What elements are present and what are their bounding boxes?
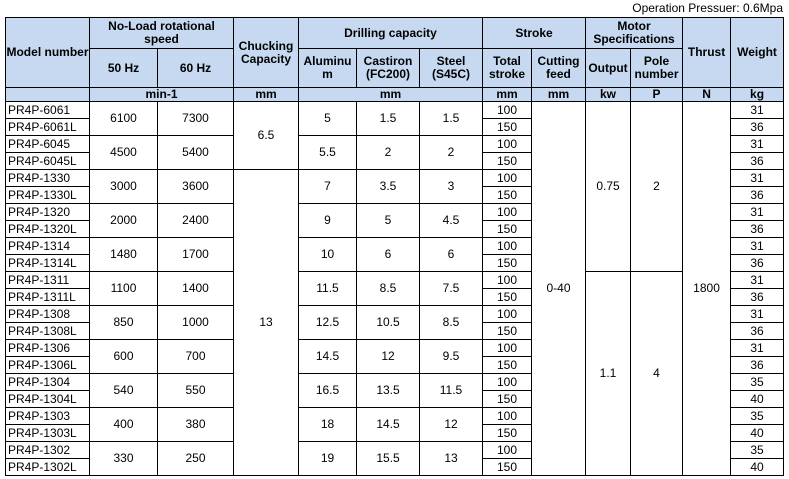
header-no-load-speed: No-Load rotational speed [90, 18, 234, 49]
pole-number-cell: 2 [631, 102, 683, 272]
model-cell: PR4P-1308L [6, 323, 90, 340]
total-stroke-cell: 100 [483, 442, 532, 459]
header-cutting-feed: Cutting feed [532, 49, 586, 88]
speed-60hz-cell: 380 [158, 408, 234, 442]
steel-cell: 2 [420, 136, 483, 170]
total-stroke-cell: 100 [483, 306, 532, 323]
model-cell: PR4P-1304L [6, 391, 90, 408]
weight-cell: 36 [731, 289, 784, 306]
unit-speed: min-1 [90, 88, 234, 102]
weight-cell: 31 [731, 306, 784, 323]
speed-60hz-cell: 700 [158, 340, 234, 374]
castiron-cell: 6 [357, 238, 420, 272]
castiron-cell: 13.5 [357, 374, 420, 408]
motor-output-cell: 0.75 [586, 102, 631, 272]
castiron-cell: 10.5 [357, 306, 420, 340]
speed-60hz-cell: 550 [158, 374, 234, 408]
chucking-cell: 13 [234, 170, 299, 476]
speed-50hz-cell: 540 [90, 374, 158, 408]
weight-cell: 36 [731, 153, 784, 170]
castiron-cell: 2 [357, 136, 420, 170]
total-stroke-cell: 150 [483, 255, 532, 272]
model-cell: PR4P-1330 [6, 170, 90, 187]
total-stroke-cell: 150 [483, 187, 532, 204]
weight-cell: 31 [731, 272, 784, 289]
unit-output: kw [586, 88, 631, 102]
weight-cell: 36 [731, 255, 784, 272]
spec-table [5, 17, 784, 476]
weight-cell: 36 [731, 119, 784, 136]
weight-cell: 31 [731, 102, 784, 119]
speed-50hz-cell: 850 [90, 306, 158, 340]
model-cell: PR4P-1303 [6, 408, 90, 425]
castiron-cell: 12 [357, 340, 420, 374]
header-drilling: Drilling capacity [299, 18, 483, 49]
aluminum-cell: 5 [299, 102, 357, 136]
weight-cell: 36 [731, 323, 784, 340]
speed-50hz-cell: 2000 [90, 204, 158, 238]
aluminum-cell: 18 [299, 408, 357, 442]
total-stroke-cell: 150 [483, 119, 532, 136]
speed-50hz-cell: 1100 [90, 272, 158, 306]
weight-cell: 40 [731, 425, 784, 442]
aluminum-cell: 12.5 [299, 306, 357, 340]
header-chucking: Chucking Capacity [234, 18, 299, 88]
weight-cell: 31 [731, 340, 784, 357]
pole-number-cell: 4 [631, 272, 683, 476]
weight-cell: 40 [731, 391, 784, 408]
castiron-cell: 5 [357, 204, 420, 238]
speed-50hz-cell: 600 [90, 340, 158, 374]
speed-60hz-cell: 3600 [158, 170, 234, 204]
weight-cell: 35 [731, 408, 784, 425]
chucking-cell: 6.5 [234, 102, 299, 170]
unit-pole: P [631, 88, 683, 102]
unit-weight: kg [731, 88, 784, 102]
speed-60hz-cell: 5400 [158, 136, 234, 170]
speed-50hz-cell: 4500 [90, 136, 158, 170]
header-motor: Motor Specifications [586, 18, 683, 49]
aluminum-cell: 10 [299, 238, 357, 272]
aluminum-cell: 7 [299, 170, 357, 204]
model-cell: PR4P-1308 [6, 306, 90, 323]
unit-total-stroke: mm [483, 88, 532, 102]
model-cell: PR4P-6045 [6, 136, 90, 153]
header-model: Model number [6, 18, 90, 88]
weight-cell: 31 [731, 136, 784, 153]
header-total-stroke: Total stroke [483, 49, 532, 88]
speed-60hz-cell: 2400 [158, 204, 234, 238]
total-stroke-cell: 150 [483, 459, 532, 476]
model-cell: PR4P-1311L [6, 289, 90, 306]
header-stroke: Stroke [483, 18, 586, 49]
total-stroke-cell: 150 [483, 425, 532, 442]
total-stroke-cell: 100 [483, 136, 532, 153]
steel-cell: 8.5 [420, 306, 483, 340]
model-cell: PR4P-1306 [6, 340, 90, 357]
total-stroke-cell: 100 [483, 102, 532, 119]
total-stroke-cell: 100 [483, 238, 532, 255]
weight-cell: 36 [731, 187, 784, 204]
motor-output-cell: 1.1 [586, 272, 631, 476]
model-cell: PR4P-1303L [6, 425, 90, 442]
thrust-cell: 1800 [683, 102, 731, 476]
total-stroke-cell: 150 [483, 357, 532, 374]
model-cell: PR4P-1320 [6, 204, 90, 221]
weight-cell: 31 [731, 238, 784, 255]
total-stroke-cell: 100 [483, 374, 532, 391]
steel-cell: 6 [420, 238, 483, 272]
steel-cell: 11.5 [420, 374, 483, 408]
model-cell: PR4P-1330L [6, 187, 90, 204]
header-aluminum: Aluminu m [299, 49, 357, 88]
model-cell: PR4P-6061L [6, 119, 90, 136]
weight-cell: 40 [731, 459, 784, 476]
model-cell: PR4P-1320L [6, 221, 90, 238]
total-stroke-cell: 100 [483, 340, 532, 357]
header-steel: Steel (S45C) [420, 49, 483, 88]
aluminum-cell: 9 [299, 204, 357, 238]
speed-60hz-cell: 1400 [158, 272, 234, 306]
model-cell: PR4P-1302L [6, 459, 90, 476]
model-cell: PR4P-1314L [6, 255, 90, 272]
weight-cell: 36 [731, 221, 784, 238]
model-cell: PR4P-6045L [6, 153, 90, 170]
header-50hz: 50 Hz [90, 49, 158, 88]
weight-cell: 35 [731, 442, 784, 459]
steel-cell: 12 [420, 408, 483, 442]
steel-cell: 4.5 [420, 204, 483, 238]
aluminum-cell: 16.5 [299, 374, 357, 408]
total-stroke-cell: 100 [483, 204, 532, 221]
castiron-cell: 14.5 [357, 408, 420, 442]
model-cell: PR4P-1311 [6, 272, 90, 289]
total-stroke-cell: 150 [483, 289, 532, 306]
aluminum-cell: 5.5 [299, 136, 357, 170]
cutting-feed-cell: 0-40 [532, 102, 586, 476]
weight-cell: 35 [731, 374, 784, 391]
table-row [6, 272, 784, 289]
unit-chucking: mm [234, 88, 299, 102]
castiron-cell: 3.5 [357, 170, 420, 204]
castiron-cell: 8.5 [357, 272, 420, 306]
aluminum-cell: 11.5 [299, 272, 357, 306]
speed-50hz-cell: 6100 [90, 102, 158, 136]
total-stroke-cell: 100 [483, 408, 532, 425]
operation-pressure-note: Operation Pressuer: 0.6Mpa [632, 1, 783, 15]
model-cell: PR4P-1306L [6, 357, 90, 374]
unit-drilling: mm [299, 88, 483, 102]
model-cell: PR4P-1304 [6, 374, 90, 391]
weight-cell: 31 [731, 170, 784, 187]
model-cell: PR4P-1314 [6, 238, 90, 255]
header-60hz: 60 Hz [158, 49, 234, 88]
steel-cell: 9.5 [420, 340, 483, 374]
aluminum-cell: 19 [299, 442, 357, 476]
speed-50hz-cell: 3000 [90, 170, 158, 204]
castiron-cell: 1.5 [357, 102, 420, 136]
speed-60hz-cell: 1700 [158, 238, 234, 272]
header-pole: Pole number [631, 49, 683, 88]
total-stroke-cell: 150 [483, 391, 532, 408]
model-cell: PR4P-6061 [6, 102, 90, 119]
speed-50hz-cell: 400 [90, 408, 158, 442]
unit-blank [6, 88, 90, 102]
speed-50hz-cell: 1480 [90, 238, 158, 272]
steel-cell: 13 [420, 442, 483, 476]
table-body [6, 102, 784, 476]
speed-60hz-cell: 1000 [158, 306, 234, 340]
speed-60hz-cell: 7300 [158, 102, 234, 136]
unit-cutting-feed: mm [532, 88, 586, 102]
table-row [6, 102, 784, 119]
steel-cell: 3 [420, 170, 483, 204]
total-stroke-cell: 150 [483, 153, 532, 170]
aluminum-cell: 14.5 [299, 340, 357, 374]
header-castiron: Castiron (FC200) [357, 49, 420, 88]
weight-cell: 36 [731, 357, 784, 374]
total-stroke-cell: 150 [483, 323, 532, 340]
unit-thrust: N [683, 88, 731, 102]
speed-50hz-cell: 330 [90, 442, 158, 476]
weight-cell: 31 [731, 204, 784, 221]
steel-cell: 1.5 [420, 102, 483, 136]
speed-60hz-cell: 250 [158, 442, 234, 476]
total-stroke-cell: 150 [483, 221, 532, 238]
castiron-cell: 15.5 [357, 442, 420, 476]
total-stroke-cell: 100 [483, 170, 532, 187]
steel-cell: 7.5 [420, 272, 483, 306]
header-thrust: Thrust [683, 18, 731, 88]
model-cell: PR4P-1302 [6, 442, 90, 459]
header-weight: Weight [731, 18, 784, 88]
total-stroke-cell: 100 [483, 272, 532, 289]
header-output: Output [586, 49, 631, 88]
